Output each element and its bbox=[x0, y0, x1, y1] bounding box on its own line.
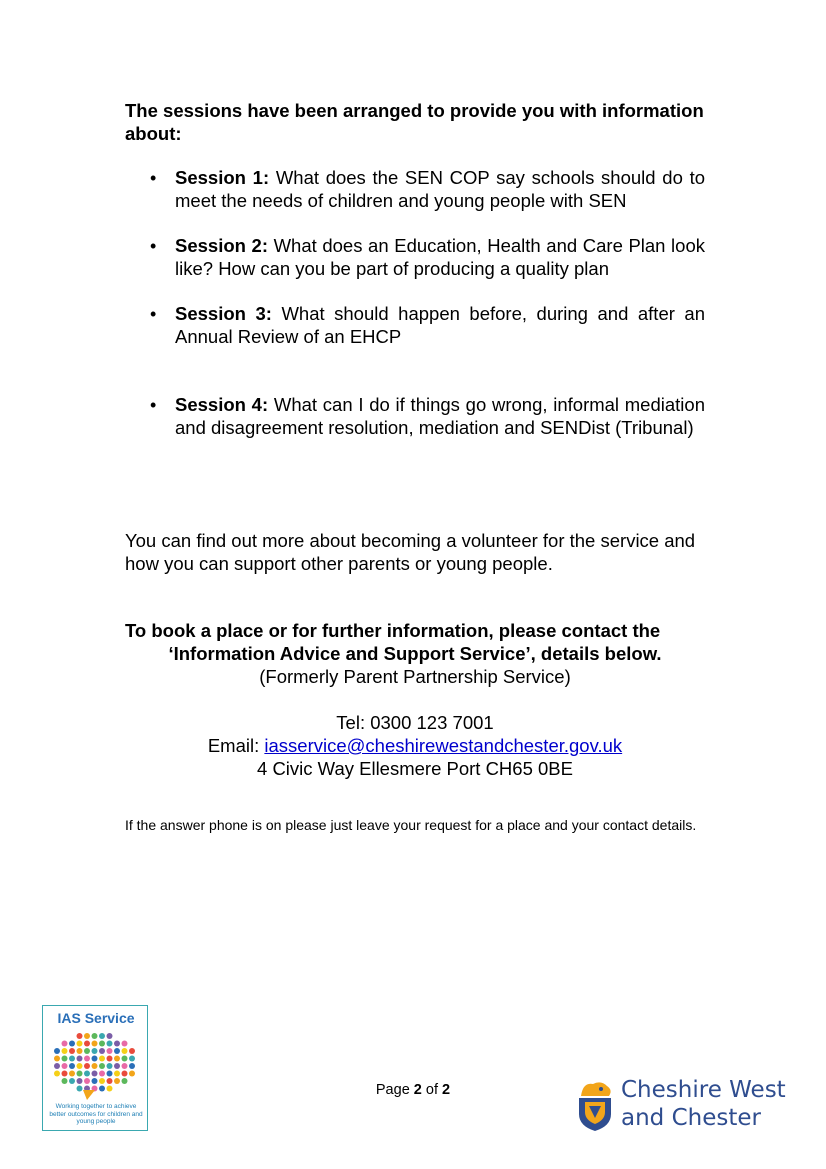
page-prefix: Page bbox=[375, 1082, 414, 1098]
page-of: of bbox=[421, 1082, 443, 1098]
email-link[interactable]: iasservice@cheshirewestandchester.gov.uk bbox=[264, 735, 623, 756]
intro-heading: The sessions have been arranged to provide you with information about: bbox=[125, 100, 704, 144]
session-text: What can I do if things go wrong, informal mediation and disagreement resolution, mediation and SENDist (Tribunal) bbox=[175, 394, 705, 438]
session-label: Session 2: bbox=[175, 235, 268, 256]
crest-icon bbox=[575, 1078, 615, 1132]
session-text: What does the SEN COP say schools should do to meet the needs of children and young people with SEN bbox=[175, 167, 705, 211]
council-name bbox=[621, 1076, 786, 1132]
contact-heading-line2: ‘Information Advice and Support Service’, details below. bbox=[168, 643, 662, 664]
ias-service-logo bbox=[42, 1005, 148, 1131]
session-text: What does an Education, Health and Care Plan look like? How can you be part of producing a quality plan bbox=[175, 235, 705, 279]
email-line bbox=[125, 734, 705, 757]
ias-logo-tagline: Working together to achieve better outcomes for children and young people bbox=[49, 1103, 143, 1125]
page-total: 2 bbox=[442, 1082, 451, 1098]
contact-block bbox=[125, 619, 705, 780]
session-label: Session 3: bbox=[175, 303, 272, 324]
spacer bbox=[125, 688, 705, 711]
council-name-line1: Cheshire West bbox=[621, 1077, 786, 1103]
council-logo bbox=[575, 1076, 785, 1136]
council-name-line2: and Chester bbox=[621, 1105, 761, 1131]
email-label: Email: bbox=[207, 735, 265, 756]
session-list bbox=[125, 167, 705, 439]
list-item bbox=[125, 394, 705, 439]
session-label: Session 4: bbox=[175, 394, 269, 415]
list-item bbox=[125, 303, 705, 348]
session-label: Session 1: bbox=[175, 167, 270, 188]
ias-logo-title: IAS Service bbox=[57, 1010, 135, 1026]
volunteer-paragraph: You can find out more about becoming a volunteer for the service and how you can support other parents or young people. bbox=[125, 530, 696, 574]
telephone: Tel: 0300 123 7001 bbox=[336, 712, 494, 733]
answer-phone-note: If the answer phone is on please just leave your request for a place and your contact details. bbox=[125, 817, 697, 833]
page-current: 2 bbox=[413, 1082, 422, 1098]
address: 4 Civic Way Ellesmere Port CH65 0BE bbox=[257, 758, 573, 779]
former-name: (Formerly Parent Partnership Service) bbox=[259, 666, 571, 687]
session-text: What should happen before, during and after an Annual Review of an EHCP bbox=[175, 303, 705, 347]
list-item bbox=[125, 167, 705, 212]
contact-heading-line1: To book a place or for further information, please contact the bbox=[125, 620, 661, 641]
list-item bbox=[125, 235, 705, 280]
